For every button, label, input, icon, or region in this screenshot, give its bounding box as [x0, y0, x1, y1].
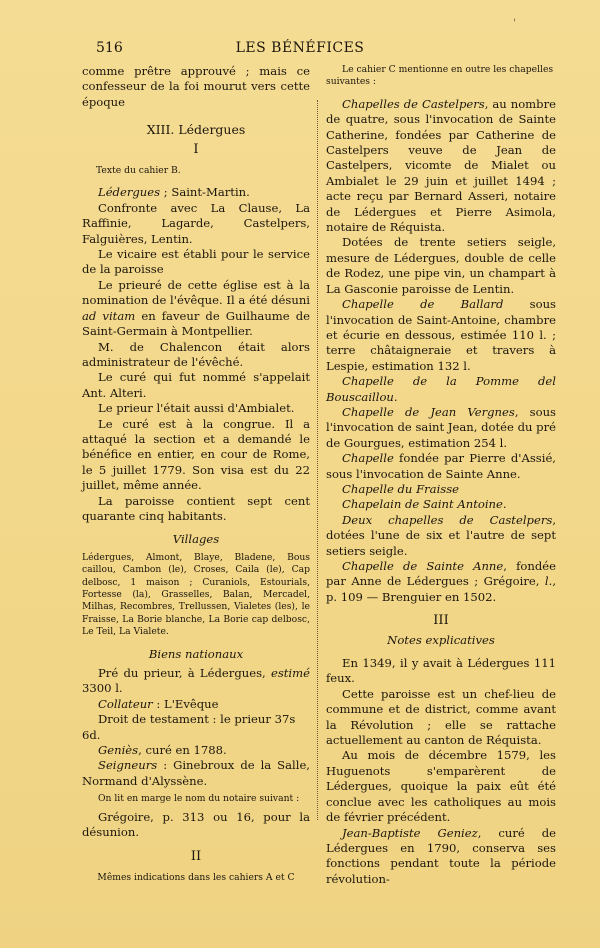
italic-span: Chapelle [342, 451, 394, 466]
page-header [0, 40, 600, 64]
paragraph: Au mois de décembre 1579, les Huguenots s'emparèrent de Lédergues, quoique la paix eût été conclue avec les catholiques au mois de février précédent. [326, 748, 556, 825]
biens-heading: Biens nationaux [148, 646, 244, 661]
text-span: , dotées l'une de six et l'autre de sept setiers seigle. [326, 512, 556, 558]
text-span: , au nombre de quatre, sous l'invocation de Sainte Catherine, fondées par Catherine de Castelpers veuve de Jean de Castelpers, vicomte de Mialet ou Ambialet le 29 juin et juillet 1494 ; acte reçu par Bernard Asseri, notaire de Lédergues et Pierre Asimola, notaire de Réquista. [326, 96, 556, 235]
column-divider [317, 100, 319, 820]
paragraph [326, 513, 556, 559]
paragraph: Le prieur l'était aussi d'Ambialet. [98, 401, 295, 416]
italic-span: Geniès [98, 743, 139, 758]
italic-span: Chapelle de Ballard [342, 297, 504, 312]
text-span: , sous l'invocation de saint Jean, dotée du pré de Gourgues, estimation 254 l. [326, 404, 557, 450]
roman-numeral-i: I [193, 141, 199, 157]
paragraph: Grégoire, p. 313 ou 16, pour la désunion. [82, 809, 310, 840]
paragraph [82, 697, 310, 712]
paragraph [82, 278, 310, 340]
paragraph [326, 559, 556, 605]
text-span: : Ginebroux de la Salle, Normand d'Alyssène. [82, 758, 310, 788]
parish-line [82, 185, 310, 200]
text-span: 3300 l. [82, 681, 123, 696]
villages-list: Lédergues, Almont, Blaye, Bladene, Bous caillou, Cambon (le), Croses, Caila (le), Cap delbosc, 1 maison ; Curaniols, Estourials, Fortesse (la), Grasselles, Balan, Mercadel, Milhas, Recombres, Trellussen, Vialetes (les), le Fraisse, La Borie blanche, La Borie cap delbosc, Le Teil, La Vialete. [82, 551, 310, 638]
text-span: , curé en 1788. [138, 743, 227, 758]
paragraph: Le curé est à la congrue. Il a attaqué la section et a demandé le bénéfice en entier, en cour de Rome, le 5 juillet 1779. Son visa est du 22 juillet, même année. [82, 416, 310, 493]
running-title: LES BÉNÉFICES [235, 40, 365, 56]
paragraph: Chapelle de la Pomme del Bouscaillou. [326, 374, 556, 404]
corner-mark: ' [513, 18, 516, 29]
text-span: en faveur de Guilhaume de Saint-Germain à Montpellier. [82, 308, 311, 339]
page-number: 516 [96, 40, 123, 56]
italic-span: Chapelle de Jean Vergnes [342, 404, 515, 419]
italic-span: l. [544, 574, 553, 589]
paragraph [82, 666, 310, 697]
paragraph: En 1349, il y avait à Lédergues 111 feux. [326, 656, 556, 686]
italic-span: Chapelle de Sainte Anne [342, 559, 504, 573]
paragraph: Dotées de trente setiers seigle, mesure de Lédergues, double de celle de Rodez, une pipe vin, un champart à La Gasconie paroisse de Lentin. [326, 235, 556, 296]
text-span: sous l'invocation de Saint-Antoine, chambre et écurie en dessous, estimée 110 l. ; terre châtaigneraie et travers à Lespie, estimation 132 l. [326, 297, 556, 373]
italic-span: Jean-Baptiste Geniez [342, 825, 478, 840]
paragraph: Chapelain de Saint Antoine. [342, 497, 507, 512]
right-column [326, 64, 556, 887]
text-span: Le prieuré de cette église est à la nomination de l'évêque. Il a été désuni [82, 277, 310, 308]
paragraph: Cette paroisse est un chef-lieu de commune et de district, comme avant la Révolution ; elle se rattache actuellement au canton de Réquista. [326, 686, 556, 748]
margin-note: On lit en marge le nom du notaire suivant : [98, 793, 300, 805]
source-note: Mêmes indications dans les cahiers A et C [97, 871, 295, 883]
italic-span: estimé [270, 666, 310, 681]
italic-span: Chapelles de Castelpers [342, 96, 485, 111]
paragraph [326, 97, 556, 236]
paragraph: Le vicaire est établi pour le service de la paroisse [82, 247, 310, 277]
italic-span: ad vitam [82, 308, 136, 323]
italic-span: Deux chapelles de Castelpers [342, 512, 553, 527]
text-span: , curé de Lédergues en 1790, conserva ses fonctions pendant toute la période révolution- [326, 825, 556, 886]
text-span: Pré du prieur, à Lédergues, [98, 666, 271, 681]
paragraph [326, 826, 556, 888]
paragraph [326, 405, 556, 451]
text-span: fondée par Pierre d'Assié, sous l'invocation de Sainte Anne. [326, 451, 556, 481]
paragraph [82, 743, 310, 758]
paragraph: Chapelle du Fraisse [342, 481, 460, 496]
italic-span: Collateur [98, 696, 153, 711]
left-column [82, 64, 310, 884]
paragraph [82, 758, 310, 789]
notes-heading: Notes explicatives [387, 632, 495, 647]
source-note: Texte du cahier B. [96, 165, 181, 177]
text-span: , p. 109 — Brenguier en 1502. [326, 574, 556, 604]
paragraph: M. de Chalencon était alors administrateur de l'évêché. [82, 339, 310, 369]
roman-numeral-ii: II [190, 848, 202, 864]
paragraph-continued: comme prêtre approuvé ; mais ce confesseur de la foi mourut vers cette époque [82, 64, 310, 109]
source-note: Le cahier C mentionne en outre les chapelles suivantes : [326, 64, 554, 88]
text-span: , fondée par Anne de Lédergues ; Grégoire, [326, 559, 556, 589]
paragraph: Le curé qui fut nommé s'appelait Ant. Alteri. [82, 370, 310, 400]
paragraph: Confronte avec La Clause, La Raffinie, Lagarde, Castelpers, Falguières, Lentin. [82, 200, 310, 246]
parish-name: Lédergues [98, 185, 161, 200]
roman-numeral-iii: III [433, 613, 449, 629]
section-heading: XIII. Lédergues [146, 122, 246, 138]
paragraph: La paroisse contient sept cent quarante cinq habitants. [82, 493, 310, 523]
villages-heading: Villages [172, 532, 220, 547]
italic-span: Seigneurs [98, 758, 158, 773]
parish-saint: ; Saint-Martin. [160, 185, 250, 200]
paragraph [326, 297, 556, 374]
paragraph [326, 451, 556, 482]
text-span: : L'Evêque [152, 696, 219, 711]
paragraph: Droit de testament : le prieur 37s 6d. [82, 712, 296, 742]
